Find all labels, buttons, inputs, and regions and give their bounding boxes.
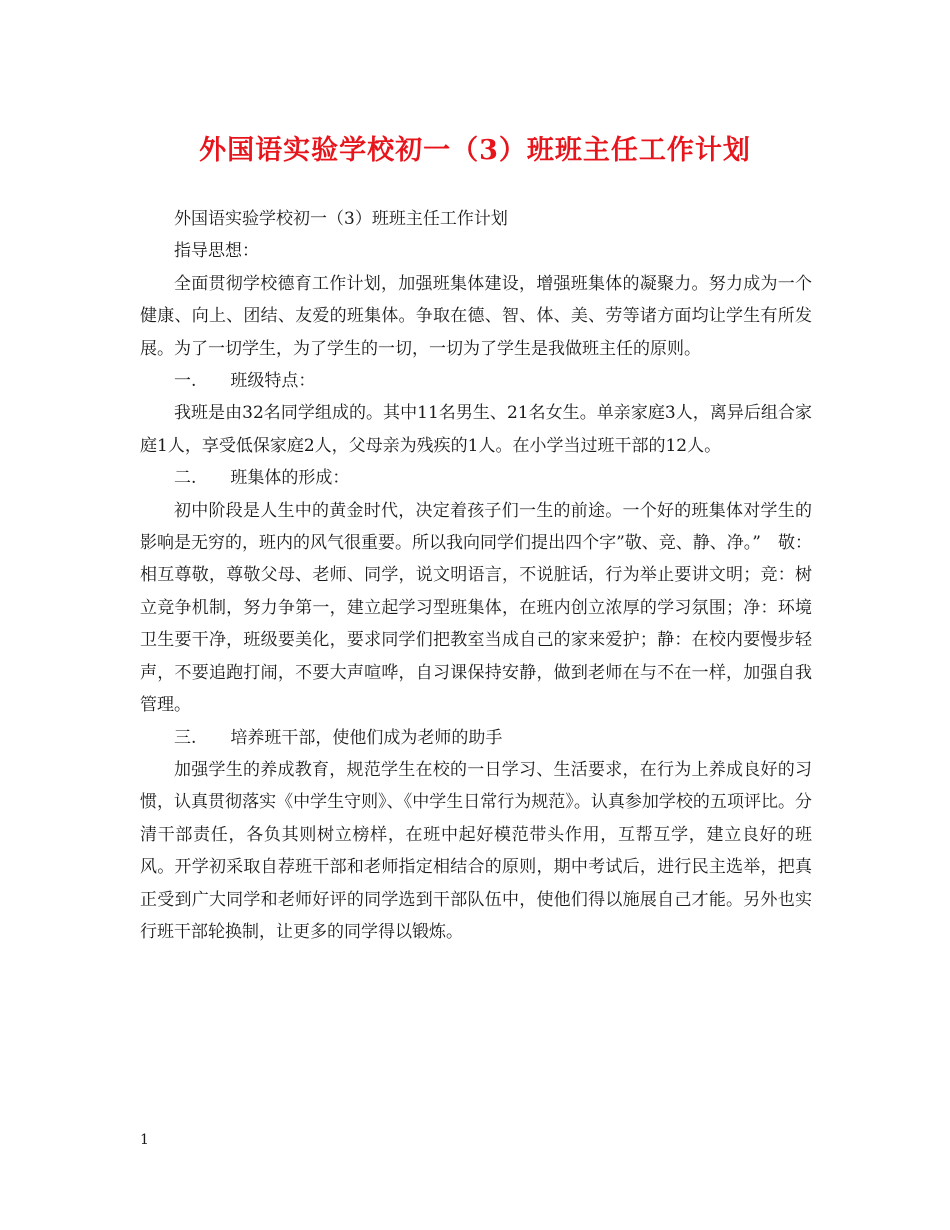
paragraph-guiding-idea-label: 指导思想： [174,241,259,262]
paragraph-class-formation: 初中阶段是人生中的黄金时代，决定着孩子们一生的前途。一个好的班集体对学生的影响是无穷的，班内的风气很重要。所以我向同学们提出四个字”敬、竞、静、净。” 敬：相互尊敬，尊敬父母、老师、同学，说文明语言，不说脏话，行为举止要讲文明；竞：树立竞争机制，努力争第一，建立起学习型班集体，在班内创立浓厚的学习氛围；净：环境卫生要干净，班级要美化，要求同学们把教室当成自己的家来爱护；静：在校内要慢步轻声，不要追跑打闹，不要大声喧哗，自习课保持安静，做到老师在与不在一样，加强自我管理。 [140,500,812,716]
paragraph-heading: 外国语实验学校初一（3）班班主任工作计划 [174,209,508,229]
paragraph-class-cadres: 加强学生的养成教育，规范学生在校的一日学习、生活要求，在行为上养成良好的习惯，认真贯彻落实《中学生守则》、《中学生日常行为规范》。认真参加学校的五项评比。分清干部责任，各负其则树立榜样，在班中起好模范带头作用，互帮互学，建立良好的班风。开学初采取自荐班干部和老师指定相结合的原则，期中考试后，进行民主选举，把真正受到广大同学和老师好评的同学选到干部队伍中，使他们得以施展自己才能。另外也实行班干部轮换制，让更多的同学得以锻炼。 [140,759,812,942]
section-heading-3: 三. 培养班干部，使他们成为老师的助手 [174,727,503,748]
section-heading-2: 二. 班集体的形成： [174,468,350,489]
paragraph-class-features: 我班是由32名同学组成的。其中11名男生、21名女生。单亲家庭3人，离异后组合家庭1人，享受低保家庭2人，父母亲为残疾的1人。在小学当过班干部的12人。 [140,403,812,456]
page-number: 1 [140,1132,149,1148]
section-heading-1: 一. 班级特点： [174,371,316,392]
document-body [140,203,812,948]
document-title: 外国语实验学校初一（3）班班主任工作计划 [199,135,751,166]
paragraph-guiding-idea: 全面贯彻学校德育工作计划，加强班集体建设，增强班集体的凝聚力。努力成为一个健康、向上、团结、友爱的班集体。争取在德、智、体、美、劳等诸方面均让学生有所发展。为了一切学生，为了学生的一切，一切为了学生是我做班主任的原则。 [140,273,812,359]
